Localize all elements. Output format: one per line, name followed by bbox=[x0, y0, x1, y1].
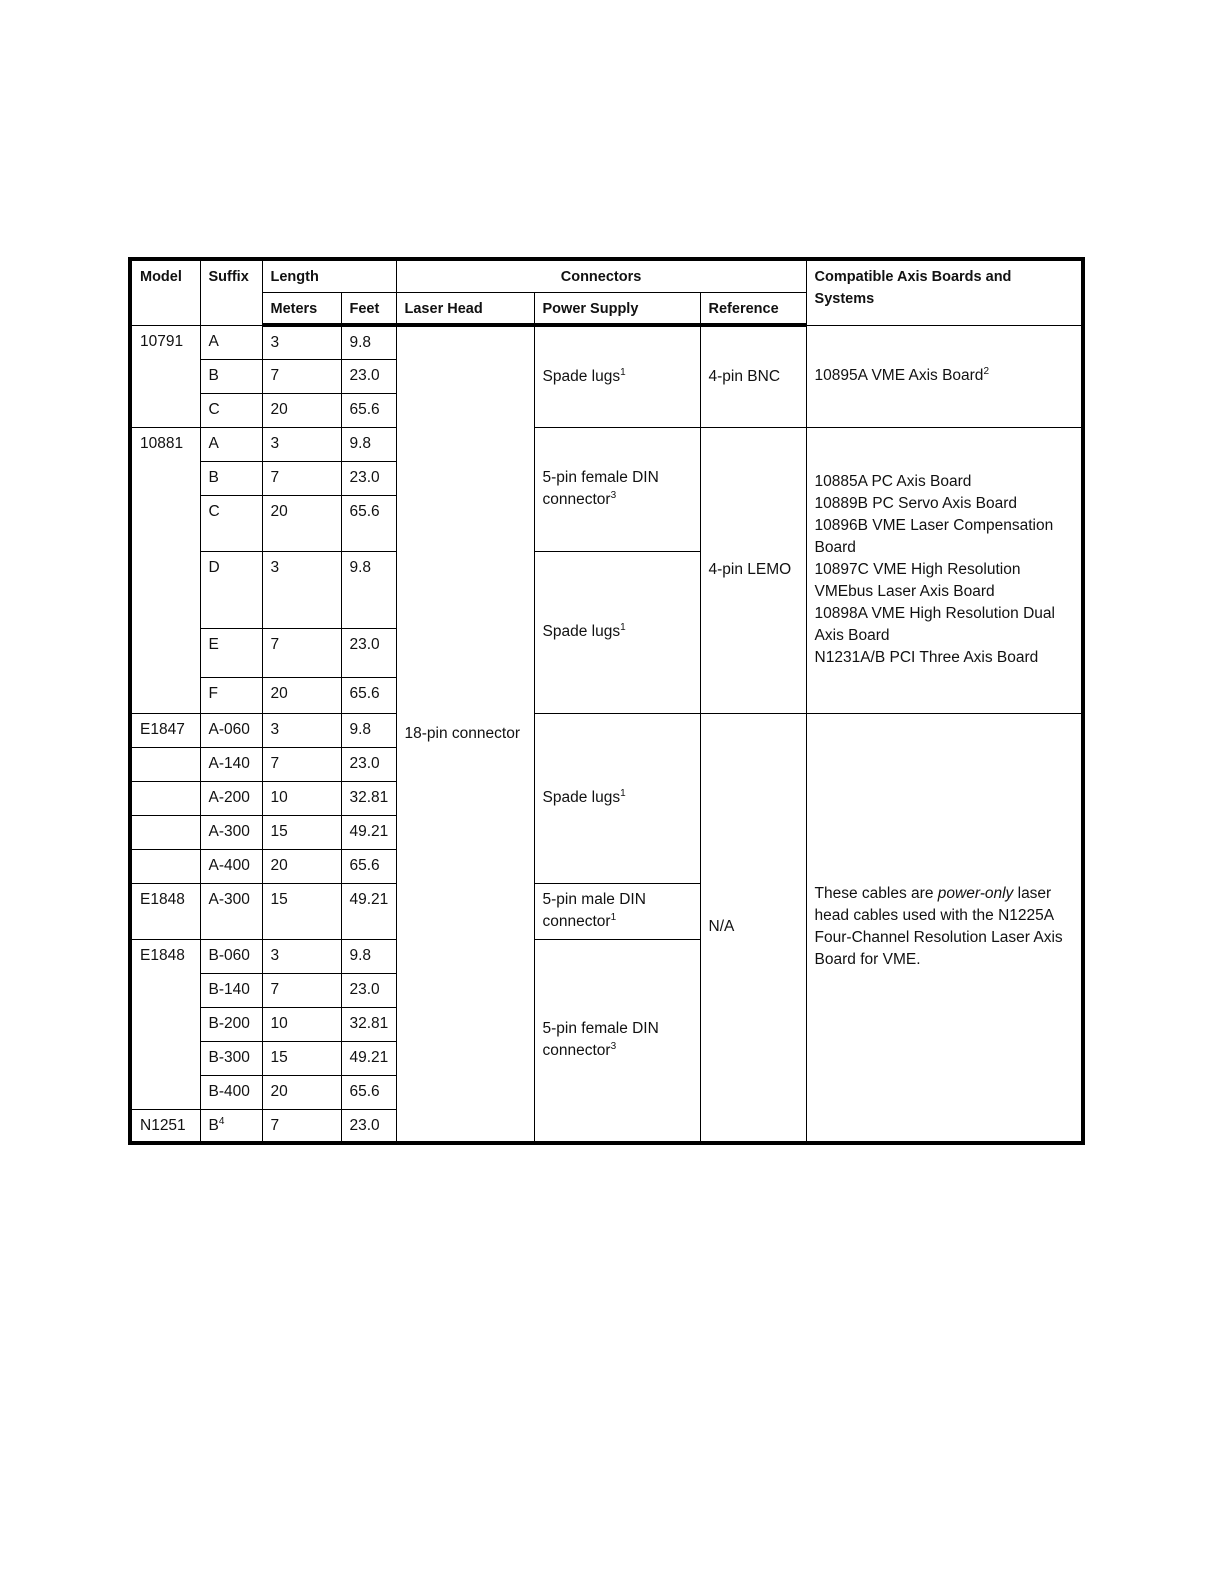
header-meters: Meters bbox=[262, 292, 341, 325]
meters-cell: 15 bbox=[262, 1041, 341, 1075]
suffix-cell: D bbox=[200, 551, 262, 628]
model-cell bbox=[130, 747, 200, 781]
feet-cell: 9.8 bbox=[341, 939, 396, 973]
feet-cell: 49.21 bbox=[341, 883, 396, 939]
suffix-cell: B bbox=[200, 359, 262, 393]
compatible-item: 10889B PC Servo Axis Board bbox=[814, 495, 1018, 512]
meters-cell: 20 bbox=[262, 393, 341, 427]
feet-cell: 9.8 bbox=[341, 325, 396, 359]
compatible-cell: These cables are power-only laser head cables used with the N1225A Four-Channel Resolution Laser Axis Board for VME. bbox=[806, 713, 1083, 1143]
meters-cell: 20 bbox=[262, 849, 341, 883]
meters-cell: 7 bbox=[262, 747, 341, 781]
feet-cell: 65.6 bbox=[341, 849, 396, 883]
laser-head-cell: 18-pin connector bbox=[396, 325, 534, 1143]
feet-cell: 9.8 bbox=[341, 551, 396, 628]
model-cell: E1848 bbox=[130, 883, 200, 939]
power-supply-cell: Spade lugs$^1$ bbox=[534, 325, 700, 427]
meters-cell: 20 bbox=[262, 495, 341, 551]
meters-cell: 7 bbox=[262, 461, 341, 495]
compatible-item: 10897C VME High Resolution VMEbus Laser Axis Board bbox=[814, 561, 1021, 600]
model-cell bbox=[130, 781, 200, 815]
feet-cell: 65.6 bbox=[341, 677, 396, 713]
meters-cell: 3 bbox=[262, 325, 341, 359]
compatible-cell: 10895A VME Axis Board$^2$ bbox=[806, 325, 1083, 427]
table-row bbox=[130, 427, 1083, 461]
compatible-cell bbox=[806, 427, 1083, 713]
reference-cell: 4-pin BNC bbox=[700, 325, 806, 427]
power-supply-cell: 5-pin female DIN connector$^3$ bbox=[534, 427, 700, 551]
header-reference: Reference bbox=[700, 292, 806, 325]
suffix-cell: C bbox=[200, 393, 262, 427]
meters-cell: 7 bbox=[262, 1109, 341, 1143]
feet-cell: 23.0 bbox=[341, 359, 396, 393]
suffix-cell: A-300 bbox=[200, 883, 262, 939]
suffix-cell: A bbox=[200, 427, 262, 461]
feet-cell: 9.8 bbox=[341, 427, 396, 461]
meters-cell: 7 bbox=[262, 628, 341, 677]
suffix-cell: B-300 bbox=[200, 1041, 262, 1075]
suffix-cell: A-140 bbox=[200, 747, 262, 781]
table-row bbox=[130, 713, 1083, 747]
suffix-cell: A-200 bbox=[200, 781, 262, 815]
power-supply-cell: 5-pin male DIN connector$^1$ bbox=[534, 883, 700, 939]
suffix-cell: B bbox=[200, 461, 262, 495]
model-cell: 10791 bbox=[130, 325, 200, 427]
suffix-cell: A-300 bbox=[200, 815, 262, 849]
header-feet: Feet bbox=[341, 292, 396, 325]
feet-cell: 23.0 bbox=[341, 628, 396, 677]
feet-cell: 23.0 bbox=[341, 973, 396, 1007]
header-suffix: Suffix bbox=[200, 259, 262, 325]
suffix-cell: E bbox=[200, 628, 262, 677]
meters-cell: 10 bbox=[262, 781, 341, 815]
power-supply-cell: Spade lugs$^1$ bbox=[534, 551, 700, 713]
compatible-item: 10898A VME High Resolution Dual Axis Board bbox=[814, 605, 1055, 644]
header-compatible: Compatible Axis Boards and Systems bbox=[806, 259, 1083, 325]
meters-cell: 15 bbox=[262, 883, 341, 939]
meters-cell: 20 bbox=[262, 677, 341, 713]
model-cell: 10881 bbox=[130, 427, 200, 713]
meters-cell: 3 bbox=[262, 939, 341, 973]
model-cell: E1847 bbox=[130, 713, 200, 747]
header-power-supply: Power Supply bbox=[534, 292, 700, 325]
meters-cell: 3 bbox=[262, 551, 341, 628]
feet-cell: 49.21 bbox=[341, 815, 396, 849]
meters-cell: 10 bbox=[262, 1007, 341, 1041]
feet-cell: 65.6 bbox=[341, 495, 396, 551]
feet-cell: 23.0 bbox=[341, 747, 396, 781]
feet-cell: 65.6 bbox=[341, 1075, 396, 1109]
feet-cell: 23.0 bbox=[341, 1109, 396, 1143]
reference-cell: 4-pin LEMO bbox=[700, 427, 806, 713]
meters-cell: 7 bbox=[262, 973, 341, 1007]
suffix-cell: F bbox=[200, 677, 262, 713]
model-cell bbox=[130, 849, 200, 883]
compatible-item: 10885A PC Axis Board bbox=[814, 473, 972, 490]
compatible-item: 10896B VME Laser Compensation Board bbox=[814, 517, 1054, 556]
meters-cell: 20 bbox=[262, 1075, 341, 1109]
suffix-cell: C bbox=[200, 495, 262, 551]
feet-cell: 9.8 bbox=[341, 713, 396, 747]
suffix-cell: A-400 bbox=[200, 849, 262, 883]
power-supply-cell: 5-pin female DIN connector$^3$ bbox=[534, 939, 700, 1143]
meters-cell: 3 bbox=[262, 713, 341, 747]
feet-cell: 65.6 bbox=[341, 393, 396, 427]
meters-cell: 15 bbox=[262, 815, 341, 849]
header-model: Model bbox=[130, 259, 200, 325]
suffix-cell: B-200 bbox=[200, 1007, 262, 1041]
header-connectors: Connectors bbox=[396, 259, 806, 292]
header-row-1 bbox=[130, 259, 1083, 292]
suffix-cell: A-060 bbox=[200, 713, 262, 747]
feet-cell: 32.81 bbox=[341, 1007, 396, 1041]
power-supply-cell: Spade lugs$^1$ bbox=[534, 713, 700, 883]
feet-cell: 49.21 bbox=[341, 1041, 396, 1075]
table-row bbox=[130, 325, 1083, 359]
header-length: Length bbox=[262, 259, 396, 292]
compatible-item: N1231A/B PCI Three Axis Board bbox=[814, 649, 1039, 666]
meters-cell: 3 bbox=[262, 427, 341, 461]
suffix-cell: B-400 bbox=[200, 1075, 262, 1109]
suffix-cell: B-060 bbox=[200, 939, 262, 973]
model-cell bbox=[130, 815, 200, 849]
feet-cell: 32.81 bbox=[341, 781, 396, 815]
suffix-cell: B-140 bbox=[200, 973, 262, 1007]
cable-spec-table bbox=[128, 257, 1085, 1145]
model-cell: N1251 bbox=[130, 1109, 200, 1143]
suffix-cell: A bbox=[200, 325, 262, 359]
meters-cell: 7 bbox=[262, 359, 341, 393]
suffix-cell: $B^4$ bbox=[200, 1109, 262, 1143]
reference-cell: N/A bbox=[700, 713, 806, 1143]
header-laser-head: Laser Head bbox=[396, 292, 534, 325]
feet-cell: 23.0 bbox=[341, 461, 396, 495]
model-cell: E1848 bbox=[130, 939, 200, 1109]
